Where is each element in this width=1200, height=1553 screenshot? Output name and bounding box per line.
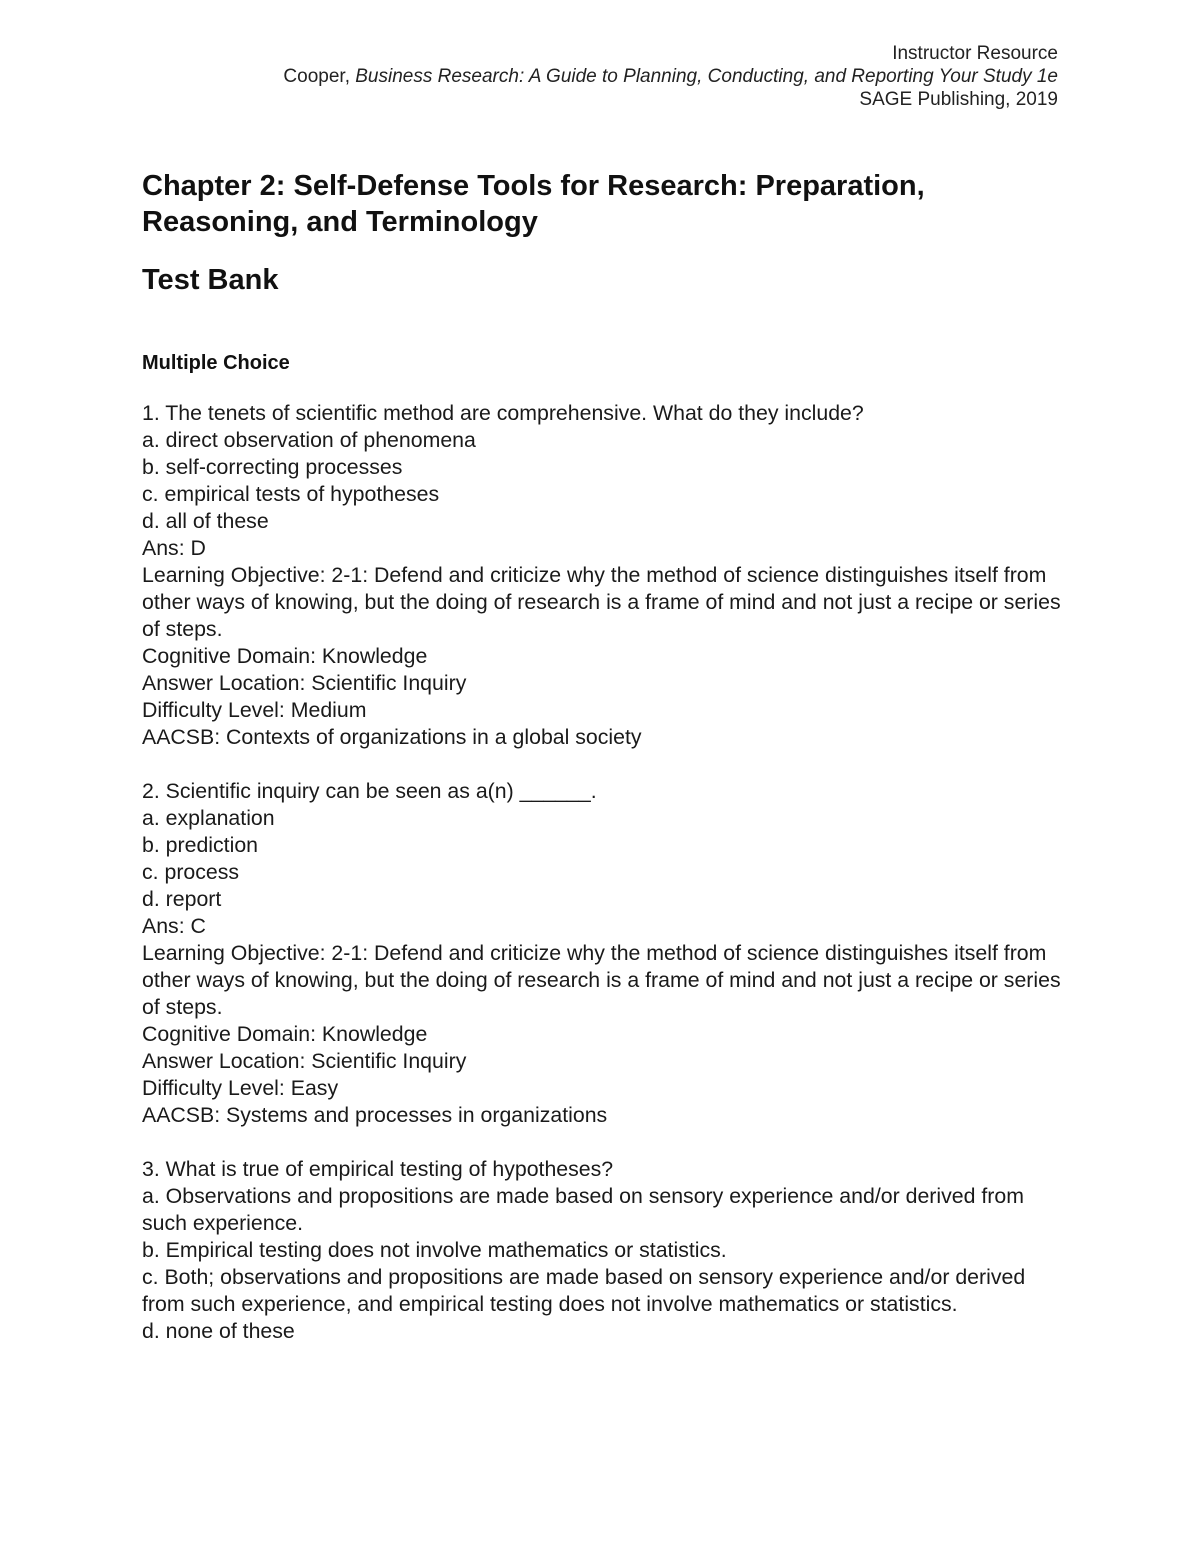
difficulty-level: Difficulty Level: Medium [142,698,367,722]
question-item [142,1156,1062,1345]
question-stem: 3. What is true of empirical testing of hypotheses? [142,1157,614,1181]
aacsb-standard: AACSB: Contexts of organizations in a global society [142,725,642,749]
difficulty-level: Difficulty Level: Easy [142,1076,339,1100]
cognitive-domain: Cognitive Domain: Knowledge [142,644,428,668]
question-stem: 1. The tenets of scientific method are comprehensive. What do they include? [142,401,864,425]
document-subtitle: Test Bank [142,264,279,296]
answer-option: c. empirical tests of hypotheses [142,482,440,506]
answer-option: a. Observations and propositions are made based on sensory experience and/or derived from such experience. [142,1184,1024,1235]
answer-option: b. Empirical testing does not involve mathematics or statistics. [142,1238,727,1262]
header-book-line [283,65,1058,88]
correct-answer: Ans: D [142,536,206,560]
header-publisher-line: SAGE Publishing, 2019 [859,89,1058,110]
question-stem: 2. Scientific inquiry can be seen as a(n) ______. [142,779,597,803]
answer-option: c. process [142,860,240,884]
answer-option: b. prediction [142,833,259,857]
correct-answer: Ans: C [142,914,206,938]
document-body [142,160,1062,1372]
answer-location: Answer Location: Scientific Inquiry [142,1049,467,1073]
section-title: Multiple Choice [142,352,290,374]
question-item [142,778,1062,1129]
answer-option: d. all of these [142,509,269,533]
chapter-title: Chapter 2: Self-Defense Tools for Research: Preparation, Reasoning, and Terminology [142,170,925,238]
answer-option: c. Both; observations and propositions are made based on sensory experience and/or derived from such experience, and empirical testing does not involve mathematics or statistics. [142,1265,1026,1316]
page-header [283,42,1058,111]
answer-location: Answer Location: Scientific Inquiry [142,671,467,695]
answer-option: a. direct observation of phenomena [142,428,476,452]
answer-option: d. report [142,887,222,911]
aacsb-standard: AACSB: Systems and processes in organizations [142,1103,608,1127]
question-item [142,400,1062,751]
learning-objective: Learning Objective: 2-1: Defend and criticize why the method of science distinguishes itself from other ways of knowing, but the doing of research is a frame of mind and not just a recipe or series of steps. [142,941,1061,1019]
question-list [142,400,1062,1345]
learning-objective: Learning Objective: 2-1: Defend and criticize why the method of science distinguishes itself from other ways of knowing, but the doing of research is a frame of mind and not just a recipe or series of steps. [142,563,1061,641]
header-resource-line: Instructor Resource [892,43,1058,64]
cognitive-domain: Cognitive Domain: Knowledge [142,1022,428,1046]
header-author: Cooper, [283,66,356,87]
answer-option: b. self-correcting processes [142,455,403,479]
answer-option: a. explanation [142,806,275,830]
header-book-title: Business Research: A Guide to Planning, Conducting, and Reporting Your Study 1e [355,66,1058,87]
answer-option: d. none of these [142,1319,295,1343]
